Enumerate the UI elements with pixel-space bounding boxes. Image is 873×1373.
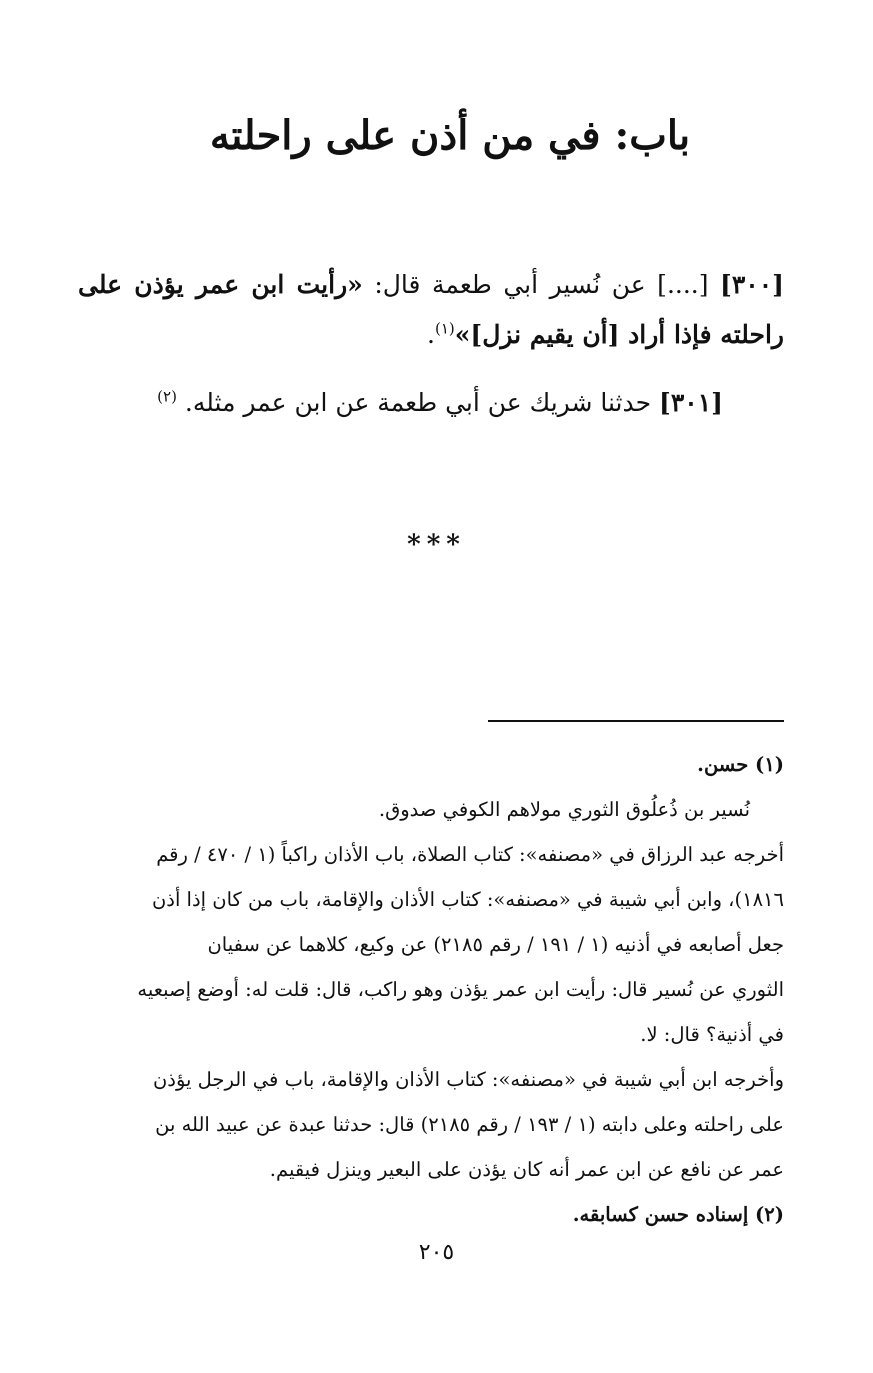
footnote-line: نُسير بن ذُعلُوق الثوري مولاهم الكوفي صدوق. <box>378 798 750 821</box>
footnote-line: جعل أصابعه في أذنيه (١ / ١٩١ / رقم ٢١٨٥) عن وكيع، كلاهما عن سفيان <box>207 933 784 956</box>
footnotes <box>74 742 784 1237</box>
chapter-title: باب: في من أذن على راحلته <box>209 112 691 159</box>
page-number: ٢٠٥ <box>418 1240 455 1265</box>
footnote-line: عمر عن نافع عن ابن عمر أنه كان يؤذن على البعير وينزل فيقيم. <box>269 1158 784 1181</box>
footnote-divider <box>488 720 784 722</box>
hadith-number: [٣٠١] <box>659 388 723 417</box>
hadith-301 <box>157 378 723 428</box>
footnote-line: في أذنية؟ قال: لا. <box>640 1023 784 1046</box>
hadith-lead: [....] عن نُسير أبي طعمة قال: <box>374 270 709 299</box>
hadith-quote: «رأيت ابن عمر يؤذن على راحلته فإذا أراد [أن يقيم نزل]» <box>78 270 784 349</box>
footnote-ref-1[interactable]: (١) <box>434 319 455 338</box>
footnote-line: وأخرجه ابن أبي شيبة في «مصنفه»: كتاب الأذان والإقامة، باب في الرجل يؤذن <box>152 1068 784 1091</box>
footnote-line: أخرجه عبد الرزاق في «مصنفه»: كتاب الصلاة، باب الأذان راكباً (١ / ٤٧٠ / رقم <box>156 843 784 866</box>
footnote-ref-2[interactable]: (٢) <box>157 387 177 406</box>
footnote-line: ١٨١٦)، وابن أبي شيبة في «مصنفه»: كتاب الأذان والإقامة، باب من كان إذا أذن <box>151 888 784 911</box>
footnote-2-label: (٢) إسناده حسن كسابقه. <box>572 1203 784 1226</box>
hadith-number: [٣٠٠] <box>720 270 784 299</box>
footnote-line: على راحلته وعلى دابته (١ / ١٩٣ / رقم ٢١٨٥) قال: حدثنا عبدة عن عبيد الله بن <box>155 1113 784 1136</box>
hadith-end: . <box>427 320 435 349</box>
footnote-line: الثوري عن نُسير قال: رأيت ابن عمر يؤذن وهو راكب، قال: قلت له: أوضع إصبعيه <box>137 978 784 1001</box>
footnote-1-label: (١) حسن. <box>697 753 784 776</box>
section-separator: *** <box>407 530 466 560</box>
hadith-300 <box>78 260 784 360</box>
hadith-text: حدثنا شريك عن أبي طعمة عن ابن عمر مثله. <box>184 388 652 417</box>
